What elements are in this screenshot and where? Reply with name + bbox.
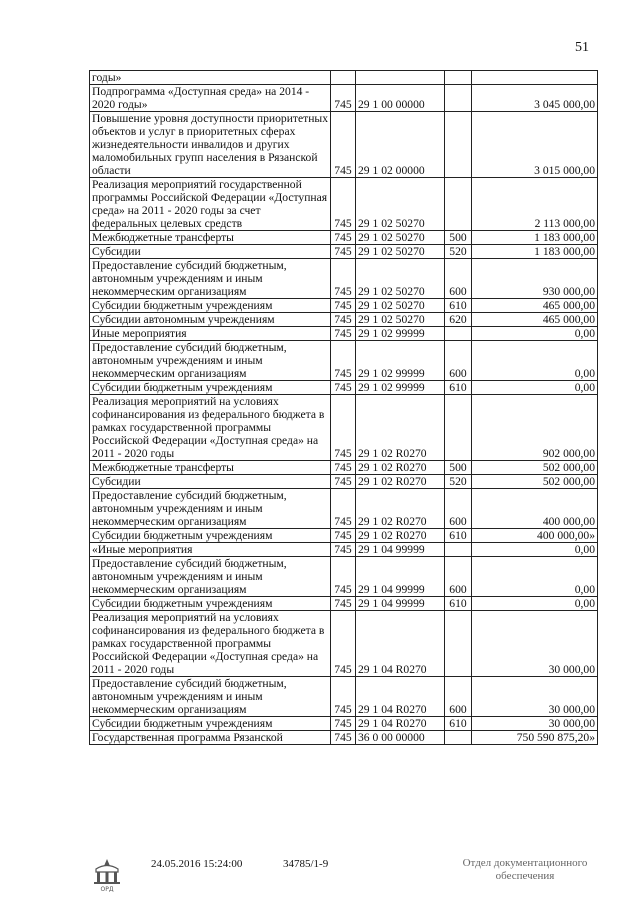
table-row [90, 677, 598, 717]
cell-csr: 29 1 04 99999 [356, 543, 445, 557]
cell-name: Предоставление субсидий бюджетным, автономным учреждениям и иным некоммерческим организациям [90, 677, 331, 717]
emblem-icon [88, 857, 126, 893]
cell-gr: 745 [331, 597, 356, 611]
table-row [90, 313, 598, 327]
cell-gr: 745 [331, 313, 356, 327]
table-row [90, 395, 598, 461]
footer-date: 24.05.2016 15:24:00 [151, 858, 243, 870]
cell-name: «Иные мероприятия [90, 543, 331, 557]
cell-csr: 29 1 02 R0270 [356, 489, 445, 529]
cell-gr: 745 [331, 259, 356, 299]
cell-gr: 745 [331, 381, 356, 395]
table-row [90, 557, 598, 597]
table-row [90, 231, 598, 245]
cell-amount: 0,00 [472, 597, 598, 611]
cell-gr: 745 [331, 112, 356, 178]
cell-amount: 502 000,00 [472, 461, 598, 475]
department-stamp [440, 857, 610, 883]
cell-vr: 600 [445, 489, 472, 529]
cell-name: Повышение уровня доступности приоритетных объектов и услуг в приоритетных сферах жизнедеятельности инвалидов и других маломобильных групп населения в Рязанской области [90, 112, 331, 178]
cell-name: Субсидии бюджетным учреждениям [90, 299, 331, 313]
cell-gr: 745 [331, 461, 356, 475]
cell-vr: 600 [445, 259, 472, 299]
cell-amount: 2 113 000,00 [472, 178, 598, 231]
cell-vr [445, 611, 472, 677]
cell-name: Субсидии [90, 475, 331, 489]
cell-gr: 745 [331, 731, 356, 745]
cell-csr: 29 1 02 R0270 [356, 395, 445, 461]
cell-amount: 750 590 875,20» [472, 731, 598, 745]
cell-vr [445, 71, 472, 85]
cell-gr: 745 [331, 677, 356, 717]
cell-csr: 29 1 02 50270 [356, 259, 445, 299]
cell-vr: 620 [445, 313, 472, 327]
budget-table-body [90, 71, 598, 745]
cell-vr: 610 [445, 717, 472, 731]
cell-vr: 520 [445, 245, 472, 259]
cell-csr: 29 1 00 00000 [356, 85, 445, 112]
table-row [90, 112, 598, 178]
table-row [90, 85, 598, 112]
stamp-line-1: Отдел документационного [462, 857, 588, 869]
cell-name: Субсидии бюджетным учреждениям [90, 717, 331, 731]
cell-vr [445, 112, 472, 178]
cell-name: Субсидии бюджетным учреждениям [90, 597, 331, 611]
cell-gr: 745 [331, 717, 356, 731]
table-row [90, 475, 598, 489]
cell-amount: 1 183 000,00 [472, 231, 598, 245]
cell-amount: 0,00 [472, 327, 598, 341]
cell-gr: 745 [331, 178, 356, 231]
cell-gr: 745 [331, 245, 356, 259]
cell-csr: 29 1 02 R0270 [356, 529, 445, 543]
cell-amount: 930 000,00 [472, 259, 598, 299]
cell-vr [445, 395, 472, 461]
cell-vr: 500 [445, 231, 472, 245]
cell-amount: 3 015 000,00 [472, 112, 598, 178]
cell-amount: 0,00 [472, 341, 598, 381]
cell-name: Межбюджетные трансферты [90, 461, 331, 475]
cell-vr [445, 327, 472, 341]
table-row [90, 543, 598, 557]
cell-amount: 502 000,00 [472, 475, 598, 489]
cell-gr: 745 [331, 341, 356, 381]
cell-name: Государственная программа Рязанской [90, 731, 331, 745]
cell-name: Реализация мероприятий государственной программы Российской Федерации «Доступная среда» на 2011 - 2020 годы за счет федеральных целевых средств [90, 178, 331, 231]
cell-name: Субсидии бюджетным учреждениям [90, 381, 331, 395]
table-row [90, 717, 598, 731]
cell-vr: 610 [445, 381, 472, 395]
cell-name: Реализация мероприятий на условиях софинансирования из федерального бюджета в рамках государственной программы Российской Федерации «Доступная среда» на 2011 - 2020 годы [90, 395, 331, 461]
cell-csr: 29 1 04 R0270 [356, 677, 445, 717]
cell-csr: 29 1 04 99999 [356, 597, 445, 611]
cell-name: Предоставление субсидий бюджетным, автономным учреждениям и иным некоммерческим организациям [90, 489, 331, 529]
cell-amount [472, 71, 598, 85]
cell-name: годы» [90, 71, 331, 85]
cell-gr: 745 [331, 557, 356, 597]
table-row [90, 299, 598, 313]
cell-gr: 745 [331, 611, 356, 677]
cell-amount: 3 045 000,00 [472, 85, 598, 112]
cell-vr [445, 85, 472, 112]
cell-amount: 400 000,00 [472, 489, 598, 529]
cell-csr: 29 1 04 99999 [356, 557, 445, 597]
table-row [90, 327, 598, 341]
cell-csr: 36 0 00 00000 [356, 731, 445, 745]
table-row [90, 597, 598, 611]
table-row [90, 259, 598, 299]
cell-gr: 745 [331, 475, 356, 489]
cell-vr [445, 543, 472, 557]
cell-amount: 30 000,00 [472, 717, 598, 731]
cell-vr: 500 [445, 461, 472, 475]
cell-csr: 29 1 02 50270 [356, 245, 445, 259]
stamp-line-2: обеспечения [495, 870, 555, 882]
cell-name: Реализация мероприятий на условиях софинансирования из федерального бюджета в рамках государственной программы Российской Федерации «Доступная среда» на 2011 - 2020 годы [90, 611, 331, 677]
table-row [90, 381, 598, 395]
cell-csr: 29 1 02 50270 [356, 178, 445, 231]
cell-amount: 465 000,00 [472, 313, 598, 327]
cell-name: Субсидии [90, 245, 331, 259]
emblem-text: ОРД [100, 886, 114, 893]
cell-name: Предоставление субсидий бюджетным, автономным учреждениям и иным некоммерческим организациям [90, 557, 331, 597]
cell-name: Межбюджетные трансферты [90, 231, 331, 245]
cell-gr: 745 [331, 529, 356, 543]
cell-name: Подпрограмма «Доступная среда» на 2014 - 2020 годы» [90, 85, 331, 112]
cell-vr: 520 [445, 475, 472, 489]
cell-gr: 745 [331, 327, 356, 341]
cell-csr: 29 1 02 50270 [356, 299, 445, 313]
cell-csr: 29 1 02 99999 [356, 381, 445, 395]
cell-name: Предоставление субсидий бюджетным, автономным учреждениям и иным некоммерческим организациям [90, 341, 331, 381]
cell-amount: 400 000,00» [472, 529, 598, 543]
cell-csr: 29 1 02 50270 [356, 231, 445, 245]
cell-vr: 600 [445, 677, 472, 717]
table-row [90, 341, 598, 381]
cell-gr: 745 [331, 85, 356, 112]
table-row [90, 178, 598, 231]
cell-amount: 902 000,00 [472, 395, 598, 461]
table-row [90, 611, 598, 677]
cell-amount: 1 183 000,00 [472, 245, 598, 259]
table-row [90, 529, 598, 543]
cell-name: Иные мероприятия [90, 327, 331, 341]
cell-vr: 600 [445, 341, 472, 381]
cell-csr: 29 1 02 R0270 [356, 461, 445, 475]
cell-gr: 745 [331, 231, 356, 245]
budget-table [89, 70, 598, 745]
table-row [90, 245, 598, 259]
page-footer [0, 855, 640, 905]
cell-vr: 610 [445, 597, 472, 611]
cell-csr: 29 1 02 99999 [356, 341, 445, 381]
cell-amount: 0,00 [472, 557, 598, 597]
cell-gr [331, 71, 356, 85]
cell-amount: 465 000,00 [472, 299, 598, 313]
cell-csr: 29 1 04 R0270 [356, 611, 445, 677]
cell-vr [445, 178, 472, 231]
cell-vr: 610 [445, 299, 472, 313]
cell-vr: 610 [445, 529, 472, 543]
cell-vr: 600 [445, 557, 472, 597]
footer-doc-number: 34785/1-9 [283, 858, 329, 870]
cell-gr: 745 [331, 395, 356, 461]
cell-name: Субсидии автономным учреждениям [90, 313, 331, 327]
table-row [90, 489, 598, 529]
table-row [90, 71, 598, 85]
cell-gr: 745 [331, 543, 356, 557]
page-number: 51 [575, 40, 589, 55]
cell-amount: 30 000,00 [472, 677, 598, 717]
cell-name: Предоставление субсидий бюджетным, автономным учреждениям и иным некоммерческим организациям [90, 259, 331, 299]
cell-csr: 29 1 02 99999 [356, 327, 445, 341]
cell-csr: 29 1 02 50270 [356, 313, 445, 327]
cell-amount: 0,00 [472, 543, 598, 557]
cell-amount: 0,00 [472, 381, 598, 395]
cell-gr: 745 [331, 489, 356, 529]
table-row [90, 461, 598, 475]
cell-csr [356, 71, 445, 85]
table-row [90, 731, 598, 745]
cell-csr: 29 1 02 00000 [356, 112, 445, 178]
cell-csr: 29 1 02 R0270 [356, 475, 445, 489]
cell-gr: 745 [331, 299, 356, 313]
cell-name: Субсидии бюджетным учреждениям [90, 529, 331, 543]
cell-amount: 30 000,00 [472, 611, 598, 677]
cell-vr [445, 731, 472, 745]
cell-csr: 29 1 04 R0270 [356, 717, 445, 731]
